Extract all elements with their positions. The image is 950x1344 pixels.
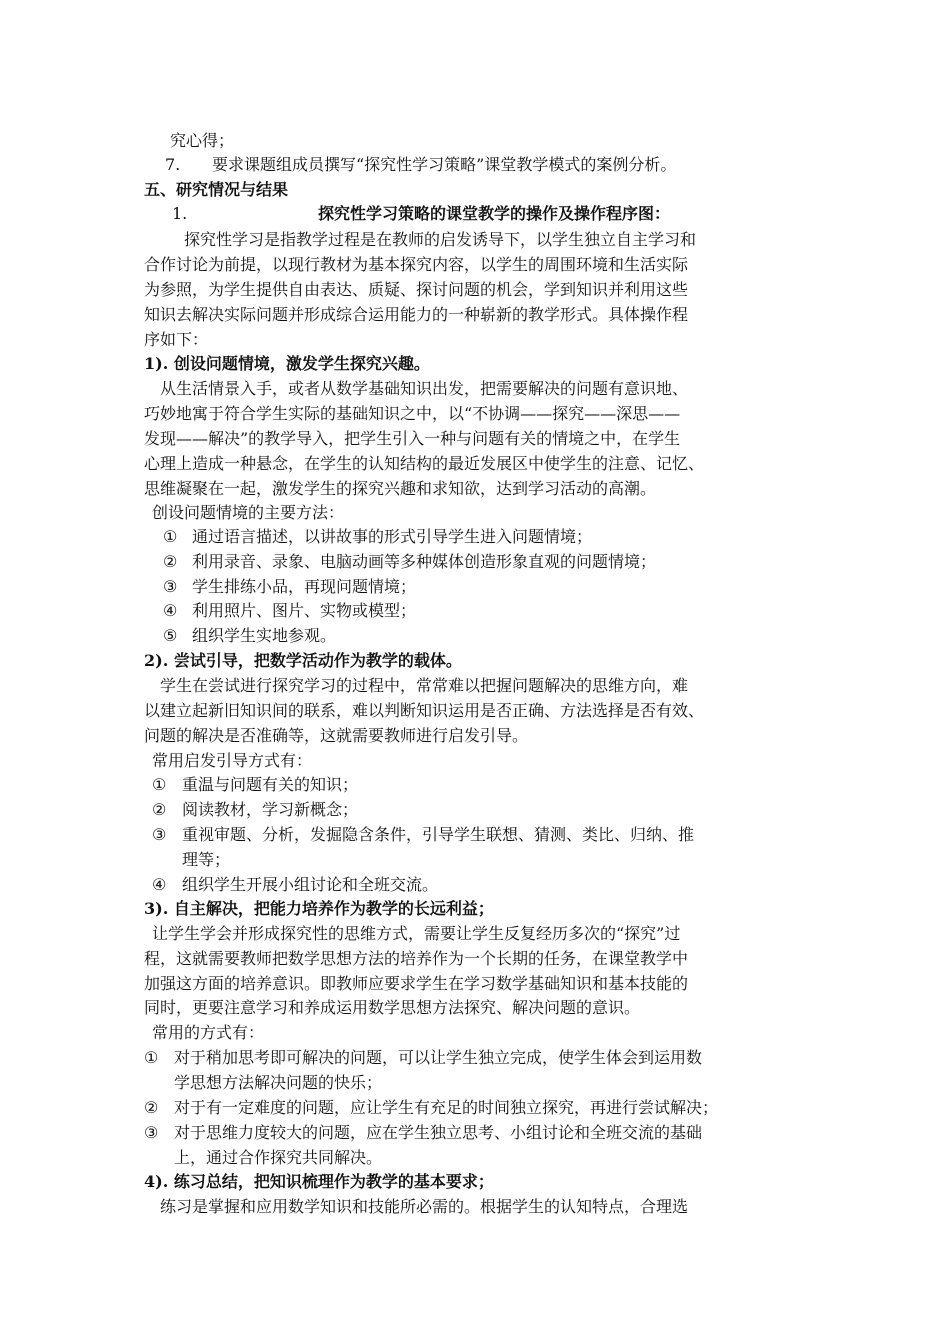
list-item-continued: 学思想方法解决问题的快乐； <box>174 1073 383 1092</box>
list-item: 重温与问题有关的知识； <box>182 775 359 794</box>
list-item-continued: 上，通过合作探究共同解决。 <box>174 1148 383 1167</box>
list-item: 组织学生实地参观。 <box>192 626 337 645</box>
paragraph-line: 知识去解决实际问题并形成综合运用能力的一种崭新的教学形式。具体操作程 <box>144 305 689 324</box>
item-7-number: 7. <box>165 155 181 174</box>
list-marker: ① <box>144 1048 159 1067</box>
list-item: 阅读教材，学习新概念； <box>182 800 359 819</box>
list-marker: ② <box>144 1098 159 1117</box>
list-item: 利用照片、图片、实物或模型； <box>192 601 417 620</box>
list-item: 利用录音、录象、电脑动画等多种媒体创造形象直观的问题情境； <box>192 552 657 571</box>
paragraph-line: 练习是掌握和应用数学知识和技能所必需的。根据学生的认知特点，合理选 <box>160 1197 689 1216</box>
paragraph-line: 加强这方面的培养意识。即教师应要求学生在学习数学基础知识和基本技能的 <box>144 974 689 993</box>
list-marker: ③ <box>163 577 178 596</box>
list-item: 对于稍加思考即可解决的问题，可以让学生独立完成，使学生体会到运用数 <box>174 1048 703 1067</box>
list-marker: ② <box>152 800 167 819</box>
list-marker: ③ <box>144 1123 159 1142</box>
paragraph-line: 心理上造成一种悬念，在学生的认知结构的最近发展区中使学生的注意、记忆、 <box>144 454 705 473</box>
continued-line: 究心得； <box>170 131 235 150</box>
paragraph-line: 合作讨论为前提，以现行教材为基本探究内容，以学生的周围环境和生活实际 <box>144 255 689 274</box>
list-item: 学生排练小品，再现问题情境； <box>192 577 417 596</box>
paragraph-line: 问题的解决是否准确等，这就需要教师进行启发引导。 <box>144 726 529 745</box>
step-3-heading: 3). 自主解决，把能力培养作为教学的长远利益； <box>144 899 494 918</box>
paragraph-line: 程，这就需要教师把数学思想方法的培养作为一个长期的任务，在课堂教学中 <box>144 949 689 968</box>
list-item-continued: 理等； <box>182 850 231 869</box>
paragraph-line: 以建立起新旧知识间的联系，难以判断知识运用是否正确、方法选择是否有效、 <box>144 701 705 720</box>
list-marker: ③ <box>152 825 167 844</box>
paragraph-line: 同时，更要注意学习和养成运用数学思想方法探究、解决问题的意识。 <box>144 998 641 1017</box>
paragraph-line: 让学生学会并形成探究性的思维方式，需要让学生反复经历多次的“探究”过 <box>152 924 681 943</box>
list-item: 对于有一定难度的问题，应让学生有充足的时间独立探究，再进行尝试解决； <box>174 1098 719 1117</box>
list-marker: ② <box>163 552 178 571</box>
step-4-heading: 4). 练习总结，把知识梳理作为教学的基本要求； <box>144 1172 494 1191</box>
item-7-text: 要求课题组成员撰写“探究性学习策略”课堂教学模式的案例分析。 <box>212 155 677 174</box>
section-5-heading: 五、研究情况与结果 <box>144 180 289 199</box>
subsection-1-number: 1. <box>172 204 188 223</box>
paragraph-line: 巧妙地寓于符合学生实际的基础知识之中，以“不协调——探究——深思—— <box>144 404 681 423</box>
methods-title: 常用的方式有： <box>152 1023 265 1042</box>
paragraph-line: 序如下： <box>144 330 209 349</box>
paragraph-line: 探究性学习是指教学过程是在教师的启发诱导下，以学生独立自主学习和 <box>184 230 697 249</box>
paragraph-line: 为参照，为学生提供自由表达、质疑、探讨问题的机会，学到知识并利用这些 <box>144 280 689 299</box>
methods-title: 常用启发引导方式有： <box>152 751 313 770</box>
list-item: 组织学生开展小组讨论和全班交流。 <box>182 875 439 894</box>
step-1-heading: 1). 创设问题情境，激发学生探究兴趣。 <box>144 354 430 373</box>
list-item: 通过语言描述，以讲故事的形式引导学生进入问题情境； <box>192 527 593 546</box>
paragraph-line: 发现——解决”的教学导入，把学生引入一种与问题有关的情境之中，在学生 <box>144 429 681 448</box>
list-item: 对于思维力度较大的问题，应在学生独立思考、小组讨论和全班交流的基础 <box>174 1123 703 1142</box>
list-marker: ① <box>152 775 167 794</box>
methods-title: 创设问题情境的主要方法： <box>152 503 345 522</box>
list-item: 重视审题、分析，发掘隐含条件，引导学生联想、猜测、类比、归纳、推 <box>182 825 695 844</box>
paragraph-line: 从生活情景入手，或者从数学基础知识出发，把需要解决的问题有意识地、 <box>160 379 689 398</box>
list-marker: ① <box>163 527 178 546</box>
list-marker: ④ <box>163 601 178 620</box>
list-marker: ⑤ <box>163 626 178 645</box>
step-2-heading: 2). 尝试引导，把数学活动作为教学的载体。 <box>144 651 462 670</box>
paragraph-line: 思维凝聚在一起，激发学生的探究兴趣和求知欲，达到学习活动的高潮。 <box>144 479 657 498</box>
list-marker: ④ <box>152 875 167 894</box>
subsection-1-title: 探究性学习策略的课堂教学的操作及操作程序图： <box>318 204 671 223</box>
paragraph-line: 学生在尝试进行探究学习的过程中，常常难以把握问题解决的思维方向，难 <box>160 676 689 695</box>
